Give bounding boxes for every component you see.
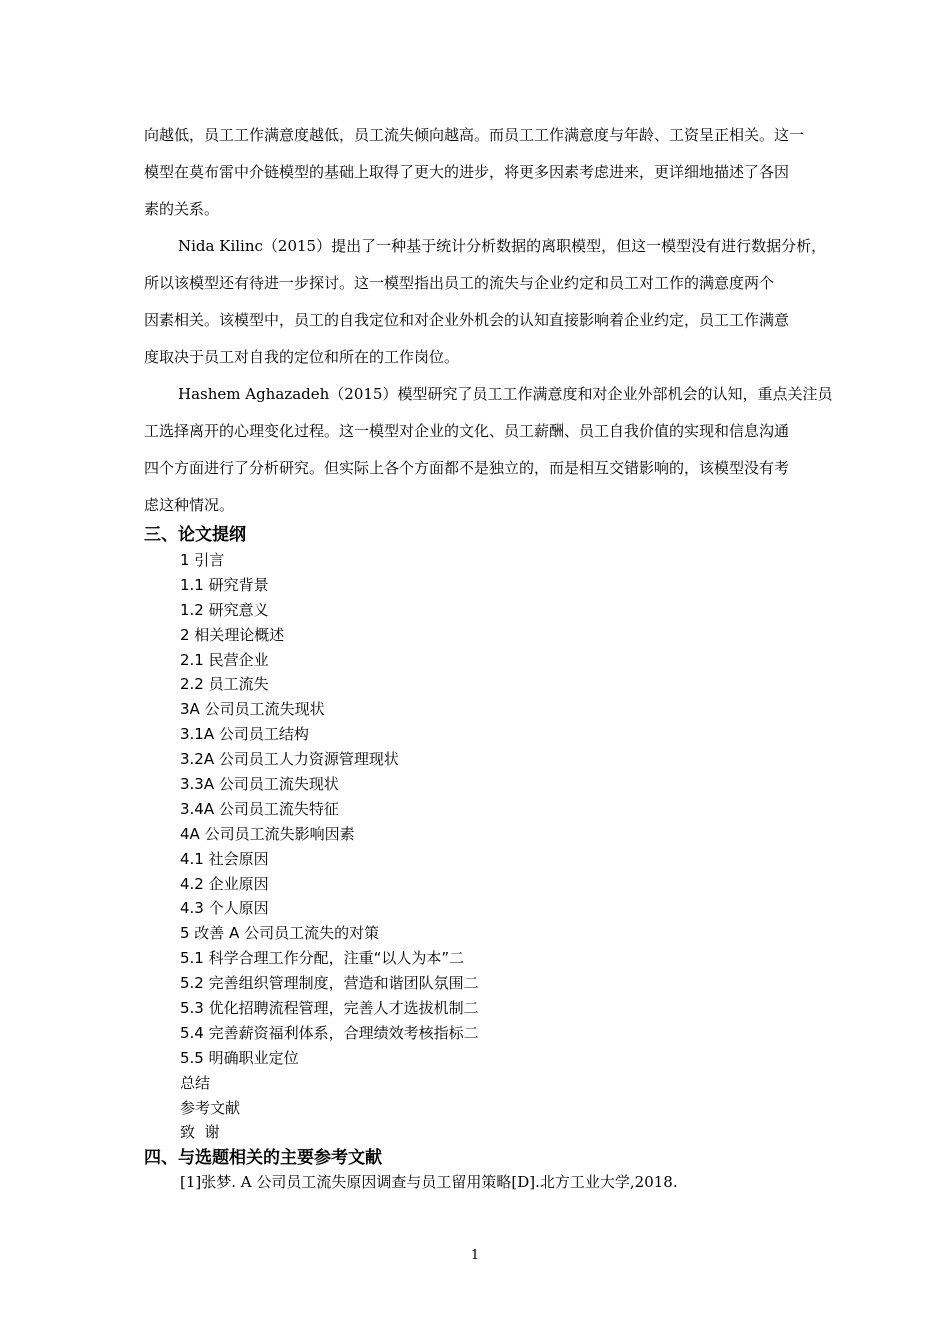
outline-item: 2.1 民营企业 <box>180 650 269 669</box>
outline-item: 5.5 明确职业定位 <box>180 1048 299 1067</box>
outline-item: 2 相关理论概述 <box>180 625 285 644</box>
text-line: 素的关系。 <box>144 200 220 218</box>
thesis-outline-list <box>180 548 479 1145</box>
section-heading-references: 四、与选题相关的主要参考文献 <box>144 1148 382 1168</box>
page-number: 1 <box>470 1248 480 1263</box>
outline-item: 参考文献 <box>180 1098 241 1117</box>
outline-item: 致 谢 <box>180 1123 220 1142</box>
reference-entry: [1]张梦. A 公司员工流失原因调查与员工留用策略[D].北方工业大学,2018. <box>180 1173 678 1191</box>
outline-item: 5.2 完善组织管理制度，营造和谐团队氛围二 <box>180 974 479 993</box>
body-paragraph <box>144 117 852 228</box>
section-heading-outline: 三、论文提纲 <box>144 525 246 545</box>
outline-item: 4.1 社会原因 <box>180 849 269 868</box>
outline-item: 5.1 科学合理工作分配，注重“以人为本”二 <box>180 949 465 968</box>
outline-item: 5.4 完善薪资福利体系，合理绩效考核指标二 <box>180 1023 479 1042</box>
outline-item: 3.2A 公司员工人力资源管理现状 <box>180 750 399 769</box>
outline-item: 4.2 企业原因 <box>180 874 269 893</box>
text-line: 度取决于员工对自我的定位和所在的工作岗位。 <box>144 348 460 366</box>
text-line: 所以该模型还有待进一步探讨。这一模型指出员工的流失与企业约定和员工对工作的满意度两个 <box>144 274 775 292</box>
text-line: 因素相关。该模型中，员工的自我定位和对企业外机会的认知直接影响着企业约定，员工工作满意 <box>144 311 790 329</box>
outline-item: 1 引言 <box>180 551 225 569</box>
outline-item: 1.1 研究背景 <box>180 575 269 594</box>
outline-item: 3.4A 公司员工流失特征 <box>180 799 339 818</box>
outline-item: 2.2 员工流失 <box>180 675 269 694</box>
outline-item: 5 改善 A 公司员工流失的对策 <box>180 924 380 943</box>
outline-item: 3.3A 公司员工流失现状 <box>180 775 339 794</box>
text-line: 虑这种情况。 <box>144 496 235 514</box>
text-line: 工选择离开的心理变化过程。这一模型对企业的文化、员工薪酬、员工自我价值的实现和信息沟通 <box>144 422 790 440</box>
body-paragraph <box>144 376 852 524</box>
outline-item: 总结 <box>180 1073 211 1092</box>
outline-item: 3A 公司员工流失现状 <box>180 700 325 719</box>
text-line: Nida Kilinc（2015）提出了一种基于统计分析数据的离职模型，但这一模型没有进行数据分析， <box>178 237 827 255</box>
outline-item: 1.2 研究意义 <box>180 600 269 619</box>
text-line: 向越低，员工工作满意度越低，员工流失倾向越高。而员工工作满意度与年龄、工资呈正相关。这一 <box>144 126 805 144</box>
text-line: 模型在莫布雷中介链模型的基础上取得了更大的进步，将更多因素考虑进来，更详细地描述了各因 <box>144 163 790 181</box>
body-paragraph <box>144 228 852 376</box>
text-line: Hashem Aghazadeh（2015）模型研究了员工工作满意度和对企业外部机会的认知，重点关注员 <box>178 385 833 403</box>
outline-item: 5.3 优化招聘流程管理，完善人才选拔机制二 <box>180 999 479 1018</box>
text-line: 四个方面进行了分析研究。但实际上各个方面都不是独立的，而是相互交错影响的，该模型没有考 <box>144 459 790 477</box>
outline-item: 4.3 个人原因 <box>180 899 269 918</box>
outline-item: 3.1A 公司员工结构 <box>180 725 309 744</box>
outline-item: 4A 公司员工流失影响因素 <box>180 824 355 843</box>
